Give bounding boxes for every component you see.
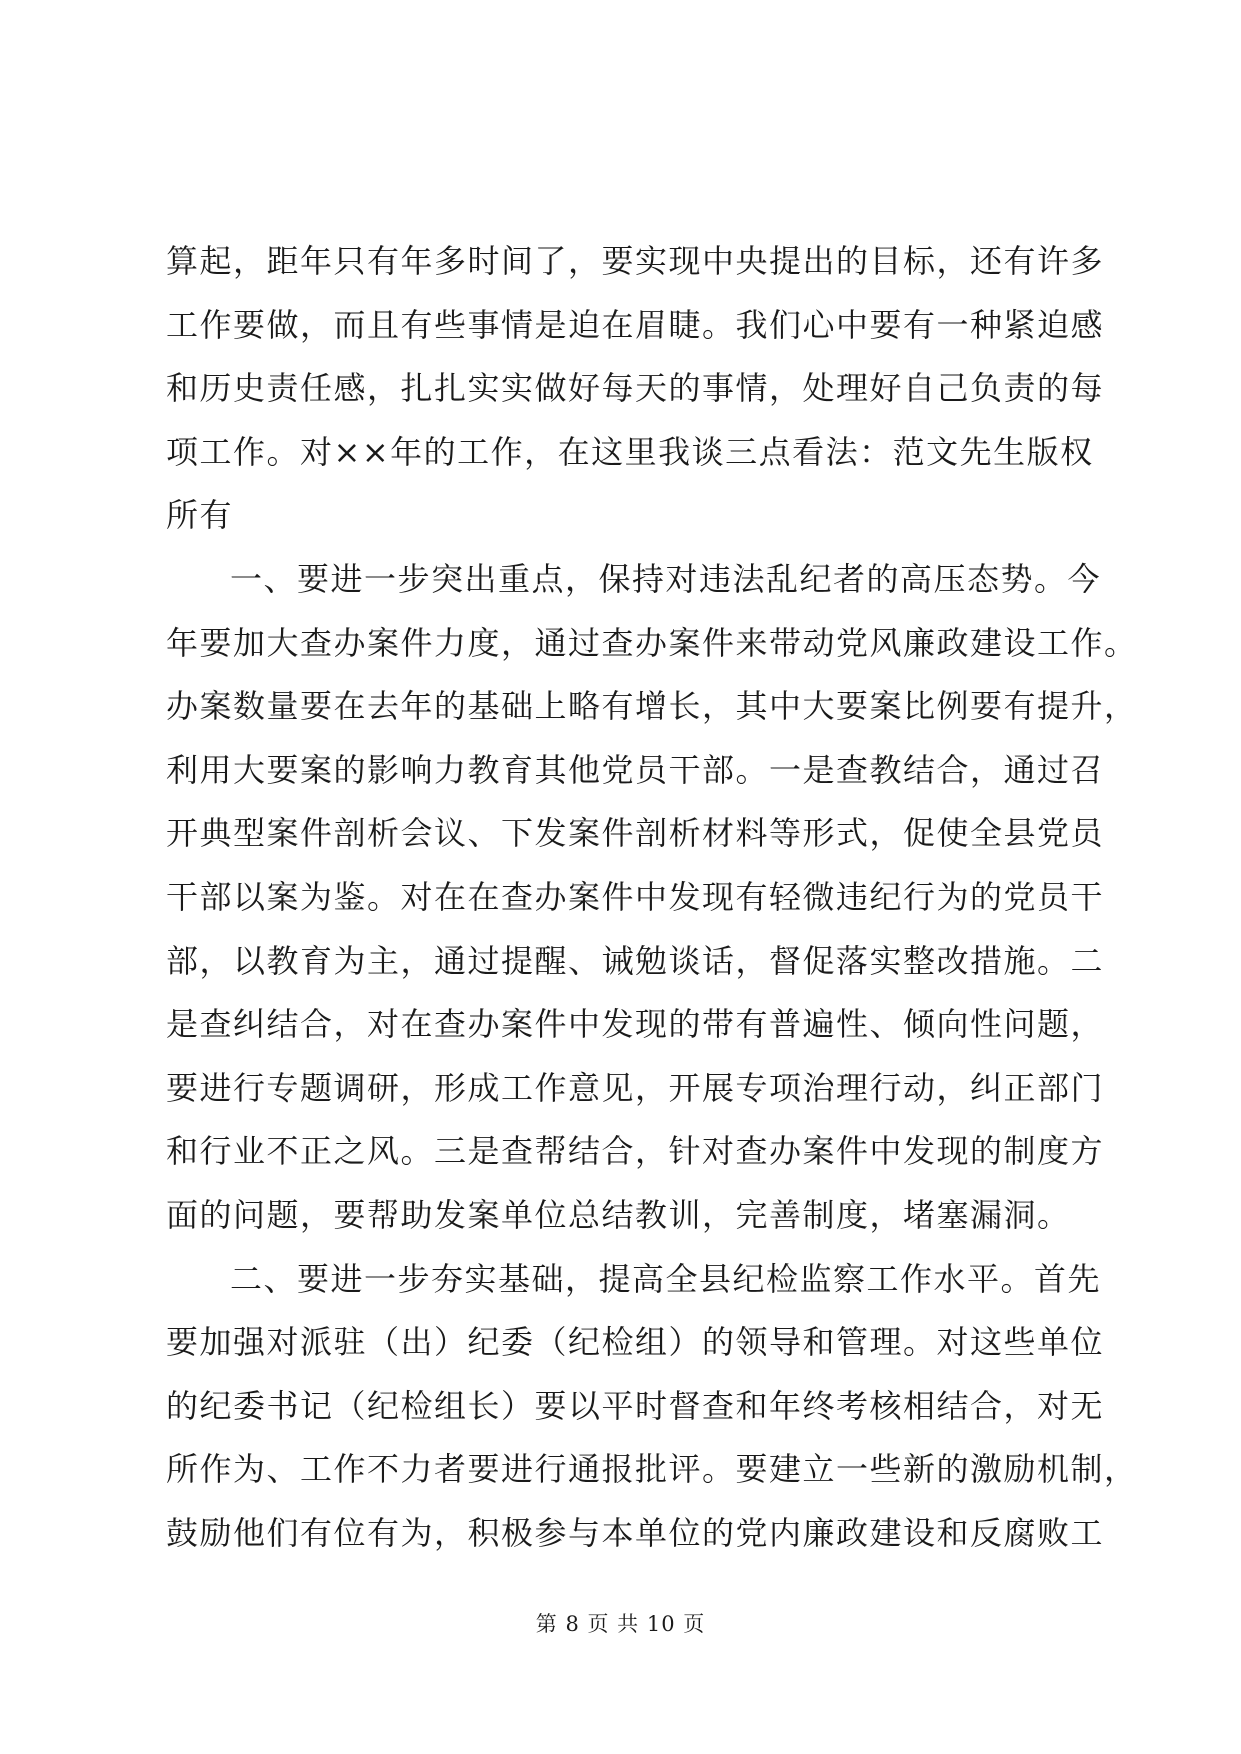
text-line: 一、要进一步突出重点，保持对违法乱纪者的高压态势。今 xyxy=(230,559,1102,598)
text-line: 年要加大查办案件力度，通过查办案件来带动党风廉政建设工作。 xyxy=(166,623,1138,662)
text-line: 干部以案为鉴。对在在查办案件中发现有轻微违纪行为的党员干 xyxy=(166,877,1105,916)
text-line: 利用大要案的影响力教育其他党员干部。一是查教结合，通过召 xyxy=(166,750,1105,789)
text-line: 要加强对派驻（出）纪委（纪检组）的领导和管理。对这些单位 xyxy=(166,1323,1105,1362)
text-line: 办案数量要在去年的基础上略有增长，其中大要案比例要有提升， xyxy=(166,687,1138,726)
text-line: 二、要进一步夯实基础，提高全县纪检监察工作水平。首先 xyxy=(230,1259,1102,1298)
text-line: 和行业不正之风。三是查帮结合，针对查办案件中发现的制度方 xyxy=(166,1132,1105,1171)
text-line: 所有 xyxy=(166,496,234,535)
text-line: 所作为、工作不力者要进行通报批评。要建立一些新的激励机制， xyxy=(166,1450,1138,1489)
text-line: 算起，距年只有年多时间了，要实现中央提出的目标，还有许多 xyxy=(166,242,1105,280)
text-line: 的纪委书记（纪检组长）要以平时督查和年终考核相结合，对无 xyxy=(166,1386,1105,1425)
text-line: 要进行专题调研，形成工作意见，开展专项治理行动，纠正部门 xyxy=(166,1068,1105,1107)
text-line: 鼓励他们有位有为，积极参与本单位的党内廉政建设和反腐败工 xyxy=(166,1513,1105,1552)
text-line: 面的问题，要帮助发案单位总结教训，完善制度，堵塞漏洞。 xyxy=(166,1195,1071,1234)
text-line: 是查纠结合，对在查办案件中发现的带有普遍性、倾向性问题， xyxy=(166,1005,1105,1044)
text-line: 项工作。对××年的工作，在这里我谈三点看法：范文先生版权 xyxy=(166,432,1094,471)
document-body xyxy=(166,230,1138,1565)
page-number-footer: 第 8 页 共 10 页 xyxy=(535,1612,706,1636)
text-line: 和历史责任感，扎扎实实做好每天的事情，处理好自己负责的每 xyxy=(166,369,1105,408)
text-line: 部，以教育为主，通过提醒、诫勉谈话，督促落实整改措施。二 xyxy=(166,941,1105,980)
text-line: 工作要做，而且有些事情是迫在眉睫。我们心中要有一种紧迫感 xyxy=(166,305,1105,344)
text-line: 开典型案件剖析会议、下发案件剖析材料等形式，促使全县党员 xyxy=(166,814,1105,853)
